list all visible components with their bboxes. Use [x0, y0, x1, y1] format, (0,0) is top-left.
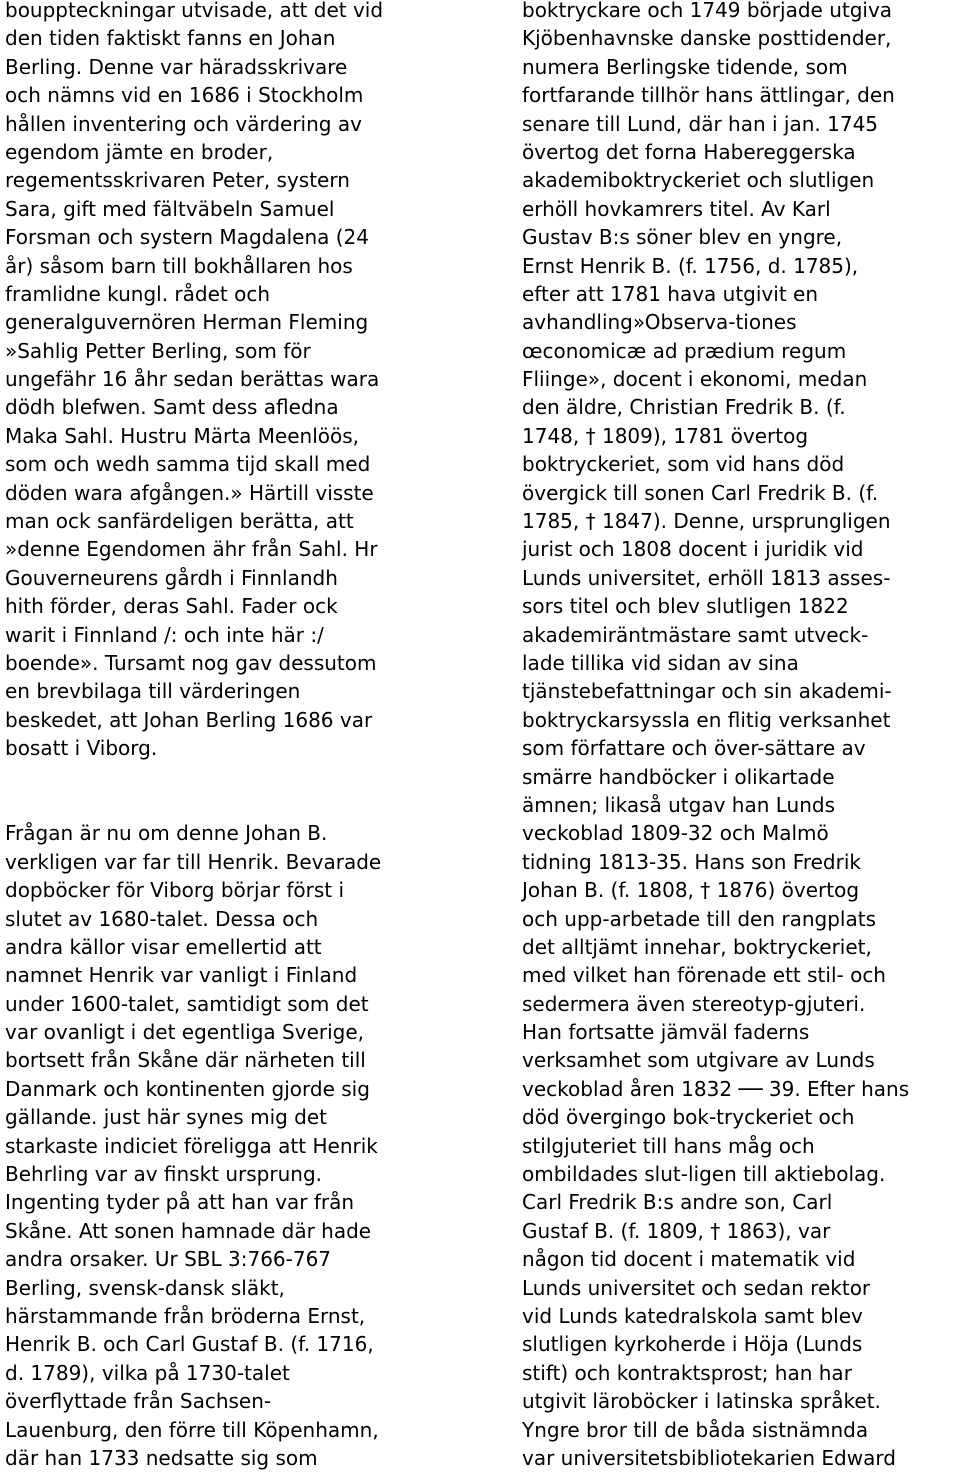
- text-line: dopböcker för Viborg börjar först i: [5, 878, 345, 903]
- text-line: man ock sanfärdeligen berätta, att: [5, 509, 354, 534]
- text-line: numera Berlingske tidende, som: [522, 54, 848, 79]
- right-column: [522, 0, 960, 1472]
- text-line: veckoblad 1809-32 och Malmö: [522, 821, 829, 846]
- text-line: stilgjuteriet till hans måg och: [522, 1133, 815, 1158]
- text-line: boktryckare och 1749 började utgiva: [522, 0, 893, 22]
- text-line: Frågan är nu om denne Johan B.: [5, 821, 328, 846]
- text-line: under 1600-talet, samtidigt som det: [5, 991, 369, 1016]
- text-line: verksamhet som utgivare av Lunds: [522, 1048, 875, 1073]
- paragraph-1: [5, 0, 447, 763]
- paragraph-spacer: [5, 763, 447, 820]
- text-line: Maka Sahl. Hustru Märta Meenlöös,: [5, 423, 360, 448]
- text-line: Lunds universitet och sedan rektor: [522, 1275, 871, 1300]
- text-line: Ingenting tyder på att han var från: [5, 1190, 355, 1215]
- text-line: œconomicæ ad prædium regum: [522, 338, 847, 363]
- text-line: Han fortsatte jämväl faderns: [522, 1020, 810, 1045]
- text-line: akademiboktryckeriet och slutligen: [522, 168, 875, 193]
- text-line: övertog det forna Habereggerska: [522, 139, 856, 164]
- text-line: 1748, † 1809), 1781 övertog: [522, 423, 809, 448]
- text-line: Skåne. Att sonen hamnade där hade: [5, 1218, 372, 1243]
- text-line: smärre handböcker i olikartade: [522, 764, 835, 789]
- text-line: boktryckarsyssla en flitig verksanhet: [522, 707, 891, 732]
- text-line: Carl Fredrik B:s andre son, Carl: [522, 1190, 833, 1215]
- text-line: någon tid docent i matematik vid: [522, 1247, 856, 1272]
- text-line: dödh blefwen. Samt dess afledna: [5, 395, 339, 420]
- text-line: Berling. Denne var häradsskrivare: [5, 54, 348, 79]
- text-line: »denne Egendomen ähr från Sahl. Hr: [5, 537, 378, 562]
- left-column: [5, 0, 447, 1472]
- text-line: Behrling var av finskt ursprung.: [5, 1162, 323, 1187]
- text-line: akademiräntmästare samt utveck-: [522, 622, 869, 647]
- text-line: Gustav B:s söner blev en yngre,: [522, 225, 843, 250]
- text-line: Lauenburg, den förre till Köpenhamn,: [5, 1417, 379, 1442]
- text-line: Yngre bror till de båda sistnämnda: [522, 1417, 869, 1442]
- text-line: erhöll hovkamrers titel. Av Karl: [522, 196, 831, 221]
- text-line: och nämns vid en 1686 i Stockholm: [5, 83, 364, 108]
- text-line: framlidne kungl. rådet och: [5, 281, 271, 306]
- text-line: och upp-arbetade till den rangplats: [522, 906, 877, 931]
- text-line: döden wara afgången.» Härtill visste: [5, 480, 374, 505]
- text-line: egendom jämte en broder,: [5, 139, 274, 164]
- text-line: ungefähr 16 åhr sedan berättas wara: [5, 367, 380, 392]
- text-line: Ernst Henrik B. (f. 1756, d. 1785),: [522, 253, 859, 278]
- text-line: slutligen kyrkoherde i Höja (Lunds: [522, 1332, 863, 1357]
- text-line: Fliinge», docent i ekonomi, medan: [522, 367, 868, 392]
- text-line: boktryckeriet, som vid hans död: [522, 452, 845, 477]
- text-line: andra orsaker. Ur SBL 3:766-767: [5, 1247, 332, 1272]
- text-line: Forsman och systern Magdalena (24: [5, 225, 369, 250]
- text-line: hith förder, deras Sahl. Fader ock: [5, 594, 338, 619]
- text-line: härstammande från bröderna Ernst,: [5, 1303, 366, 1328]
- text-line: Danmark och kontinenten gjorde sig: [5, 1076, 370, 1101]
- text-line: Lunds universitet, erhöll 1813 asses-: [522, 565, 891, 590]
- text-line: regementsskrivaren Peter, systern: [5, 168, 350, 193]
- text-line: warit i Finnland /: och inte här :/: [5, 622, 324, 647]
- text-line: ombildades slut-ligen till aktiebolag.: [522, 1162, 886, 1187]
- text-line: Gustaf B. (f. 1809, † 1863), var: [522, 1218, 831, 1243]
- text-line: veckoblad åren 1832 ── 39. Efter hans: [522, 1076, 910, 1101]
- text-line: »Sahlig Petter Berling, som för: [5, 338, 311, 363]
- text-line: Johan B. (f. 1808, † 1876) övertog: [522, 878, 860, 903]
- text-line: starkaste indiciet föreligga att Henrik: [5, 1133, 378, 1158]
- text-line: 1785, † 1847). Denne, ursprungligen: [522, 509, 891, 534]
- text-line: tidning 1813-35. Hans son Fredrik: [522, 849, 861, 874]
- text-line: verkligen var far till Henrik. Bevarade: [5, 849, 382, 874]
- text-line: utgivit läroböcker i latinska språket.: [522, 1389, 881, 1414]
- text-line: ämnen; likaså utgav han Lunds: [522, 792, 836, 817]
- text-line: gällande. just här synes mig det: [5, 1105, 328, 1130]
- text-line: lade tillika vid sidan av sina: [522, 650, 799, 675]
- text-line: en brevbilaga till värderingen: [5, 679, 301, 704]
- text-line: bosatt i Viborg.: [5, 736, 158, 761]
- text-line: med vilket han förenade ett stil- och: [522, 963, 886, 988]
- text-line: som och wedh samma tijd skall med: [5, 452, 371, 477]
- text-line: år) såsom barn till bokhållaren hos: [5, 253, 353, 278]
- text-line: senare till Lund, där han i jan. 1745: [522, 111, 879, 136]
- text-line: tjänstebefattningar och sin akademi-: [522, 679, 892, 704]
- text-line: sedermera även stereotyp-gjuteri.: [522, 991, 866, 1016]
- text-line: d. 1789), vilka på 1730-talet: [5, 1360, 290, 1385]
- text-line: namnet Henrik var vanligt i Finland: [5, 963, 358, 988]
- text-line: övergick till sonen Carl Fredrik B. (f.: [522, 480, 879, 505]
- text-line: sors titel och blev slutligen 1822: [522, 594, 849, 619]
- text-line: efter att 1781 hava utgivit en: [522, 281, 818, 306]
- text-line: vid Lunds katedralskola samt blev: [522, 1303, 863, 1328]
- text-line: bouppteckningar utvisade, att det vid: [5, 0, 384, 22]
- text-line: hållen inventering och värdering av: [5, 111, 362, 136]
- text-line: fortfarande tillhör hans ättlingar, den: [522, 83, 895, 108]
- text-line: boende». Tursamt nog gav dessutom: [5, 650, 377, 675]
- text-line: beskedet, att Johan Berling 1686 var: [5, 707, 373, 732]
- text-line: bortsett från Skåne där närheten till: [5, 1048, 366, 1073]
- text-line: jurist och 1808 docent i juridik vid: [522, 537, 864, 562]
- text-line: överflyttade från Sachsen-: [5, 1389, 272, 1414]
- text-line: Berling, svensk-dansk släkt,: [5, 1275, 285, 1300]
- text-line: avhandling»Observa-tiones: [522, 310, 797, 335]
- text-line: Kjöbenhavnske danske posttidender,: [522, 26, 892, 51]
- text-line: där han 1733 nedsatte sig som: [5, 1445, 318, 1470]
- text-line: som författare och över-sättare av: [522, 736, 866, 761]
- text-line: andra källor visar emellertid att: [5, 934, 322, 959]
- text-line: slutet av 1680-talet. Dessa och: [5, 906, 319, 931]
- text-line: var universitetsbibliotekarien Edward: [522, 1445, 896, 1470]
- text-line: Gouverneurens gårdh i Finnlandh: [5, 565, 338, 590]
- text-line: Sara, gift med fältväbeln Samuel: [5, 196, 335, 221]
- text-line: den äldre, Christian Fredrik B. (f.: [522, 395, 846, 420]
- text-line: den tiden faktiskt fanns en Johan: [5, 26, 336, 51]
- text-line: död övergingo bok-tryckeriet och: [522, 1105, 855, 1130]
- text-line: var ovanligt i det egentliga Sverige,: [5, 1020, 365, 1045]
- text-line: Henrik B. och Carl Gustaf B. (f. 1716,: [5, 1332, 374, 1357]
- text-line: det alltjämt innehar, boktryckeriet,: [522, 934, 872, 959]
- paragraph-2: [5, 819, 447, 1472]
- text-line: stift) och kontraktsprost; han har: [522, 1360, 852, 1385]
- text-line: generalguvernören Herman Fleming: [5, 310, 369, 335]
